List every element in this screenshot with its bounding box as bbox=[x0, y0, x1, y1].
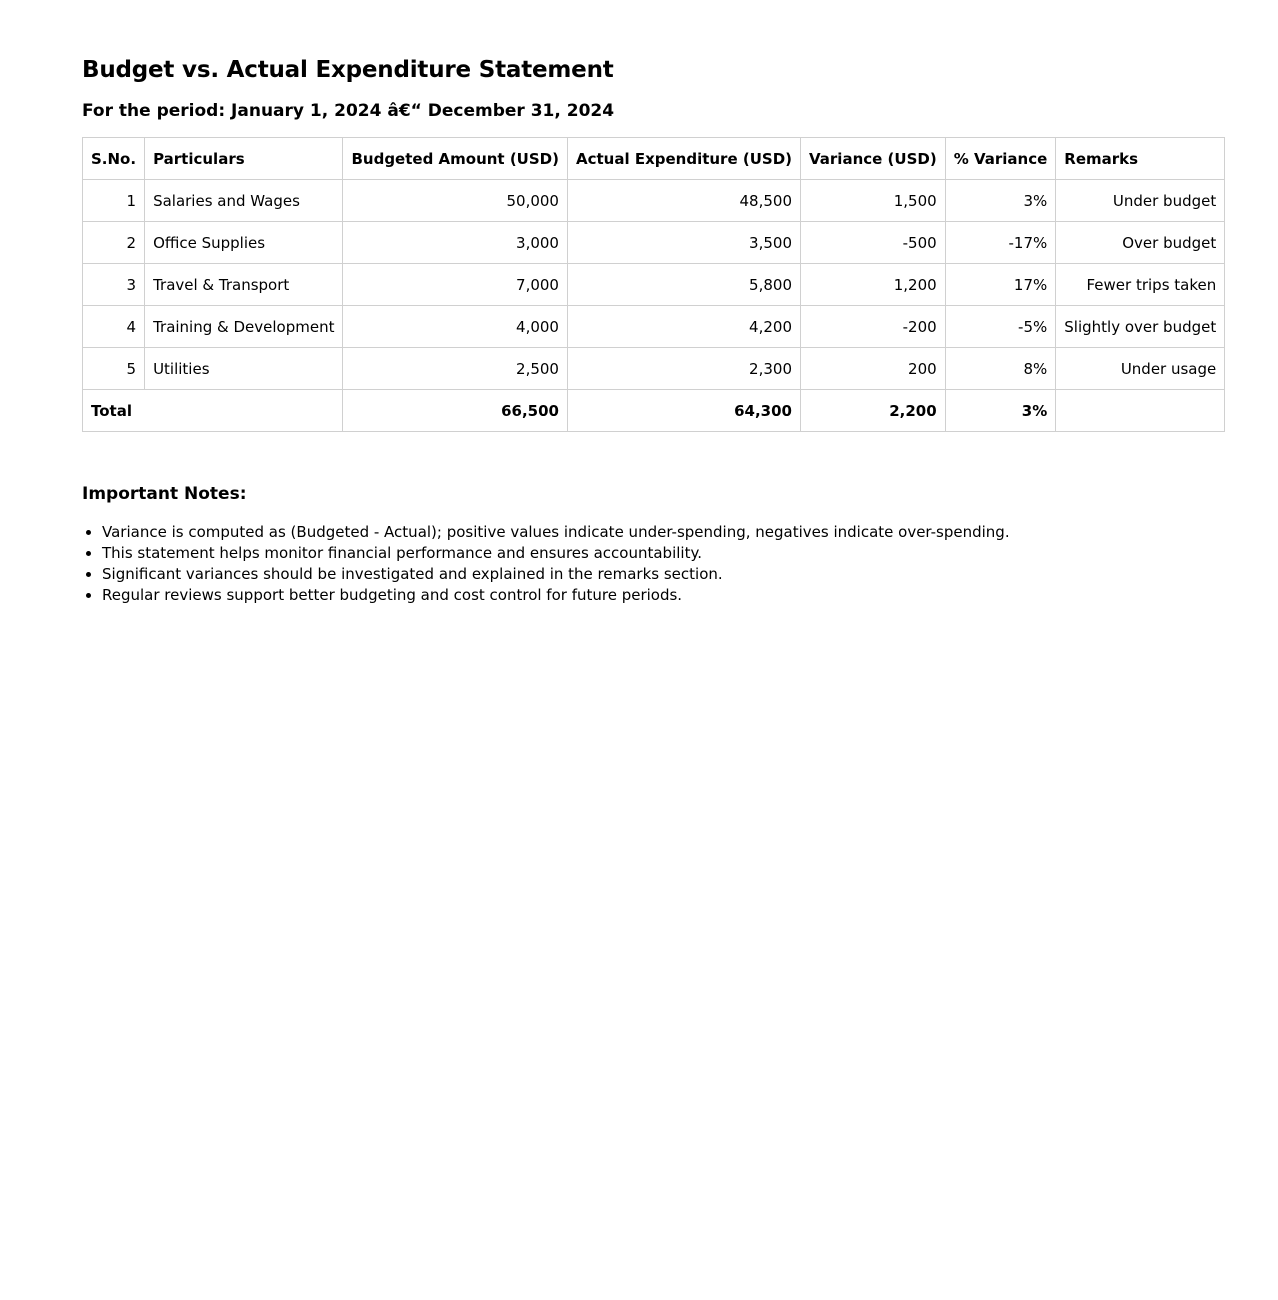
cell-variance: 1,500 bbox=[801, 180, 946, 222]
cell-pct-variance: -5% bbox=[945, 306, 1056, 348]
header-particulars: Particulars bbox=[145, 138, 343, 180]
cell-remarks: Slightly over budget bbox=[1056, 306, 1225, 348]
header-budgeted: Budgeted Amount (USD) bbox=[343, 138, 568, 180]
expenditure-table bbox=[82, 137, 1225, 432]
cell-sno: 1 bbox=[83, 180, 145, 222]
notes-list bbox=[82, 522, 1196, 606]
cell-sno: 3 bbox=[83, 264, 145, 306]
cell-pct-variance: 8% bbox=[945, 348, 1056, 390]
cell-actual: 2,300 bbox=[567, 348, 800, 390]
cell-particulars: Travel & Transport bbox=[145, 264, 343, 306]
header-variance: Variance (USD) bbox=[801, 138, 946, 180]
table-row bbox=[83, 264, 1225, 306]
notes-heading: Important Notes: bbox=[82, 484, 247, 504]
cell-remarks: Under budget bbox=[1056, 180, 1225, 222]
list-item: • Regular reviews support better budgeting and cost control for future periods. bbox=[102, 585, 1196, 606]
cell-sno: 4 bbox=[83, 306, 145, 348]
cell-particulars: Utilities bbox=[145, 348, 343, 390]
cell-actual: 5,800 bbox=[567, 264, 800, 306]
cell-actual: 4,200 bbox=[567, 306, 800, 348]
cell-budgeted: 50,000 bbox=[343, 180, 568, 222]
table-row bbox=[83, 180, 1225, 222]
total-actual: 64,300 bbox=[567, 390, 800, 432]
total-label: Total bbox=[83, 390, 343, 432]
cell-particulars: Salaries and Wages bbox=[145, 180, 343, 222]
cell-variance: 1,200 bbox=[801, 264, 946, 306]
total-budgeted: 66,500 bbox=[343, 390, 568, 432]
cell-variance: -500 bbox=[801, 222, 946, 264]
table-row bbox=[83, 348, 1225, 390]
cell-particulars: Office Supplies bbox=[145, 222, 343, 264]
header-pct-variance: % Variance bbox=[945, 138, 1056, 180]
cell-pct-variance: -17% bbox=[945, 222, 1056, 264]
list-item: • Variance is computed as (Budgeted - Actual); positive values indicate under-spending, negatives indicate over-spending. bbox=[102, 522, 1196, 543]
header-remarks: Remarks bbox=[1056, 138, 1225, 180]
cell-remarks: Over budget bbox=[1056, 222, 1225, 264]
page-title: Budget vs. Actual Expenditure Statement bbox=[82, 57, 614, 83]
cell-variance: -200 bbox=[801, 306, 946, 348]
cell-remarks: Under usage bbox=[1056, 348, 1225, 390]
list-item: • Significant variances should be investigated and explained in the remarks section. bbox=[102, 564, 1196, 585]
cell-variance: 200 bbox=[801, 348, 946, 390]
total-variance: 2,200 bbox=[801, 390, 946, 432]
table-row bbox=[83, 222, 1225, 264]
cell-pct-variance: 3% bbox=[945, 180, 1056, 222]
list-item: • This statement helps monitor financial performance and ensures accountability. bbox=[102, 543, 1196, 564]
cell-budgeted: 4,000 bbox=[343, 306, 568, 348]
cell-budgeted: 2,500 bbox=[343, 348, 568, 390]
cell-particulars: Training & Development bbox=[145, 306, 343, 348]
cell-budgeted: 7,000 bbox=[343, 264, 568, 306]
cell-actual: 3,500 bbox=[567, 222, 800, 264]
total-remarks bbox=[1056, 390, 1225, 432]
cell-remarks: Fewer trips taken bbox=[1056, 264, 1225, 306]
total-pct-variance: 3% bbox=[945, 390, 1056, 432]
cell-sno: 2 bbox=[83, 222, 145, 264]
cell-actual: 48,500 bbox=[567, 180, 800, 222]
table-header-row bbox=[83, 138, 1225, 180]
cell-pct-variance: 17% bbox=[945, 264, 1056, 306]
header-sno: S.No. bbox=[83, 138, 145, 180]
cell-budgeted: 3,000 bbox=[343, 222, 568, 264]
total-row bbox=[83, 390, 1225, 432]
table-row bbox=[83, 306, 1225, 348]
cell-sno: 5 bbox=[83, 348, 145, 390]
document-page bbox=[0, 0, 1278, 606]
header-actual: Actual Expenditure (USD) bbox=[567, 138, 800, 180]
period-subtitle: For the period: January 1, 2024 â€“ December 31, 2024 bbox=[82, 101, 615, 121]
